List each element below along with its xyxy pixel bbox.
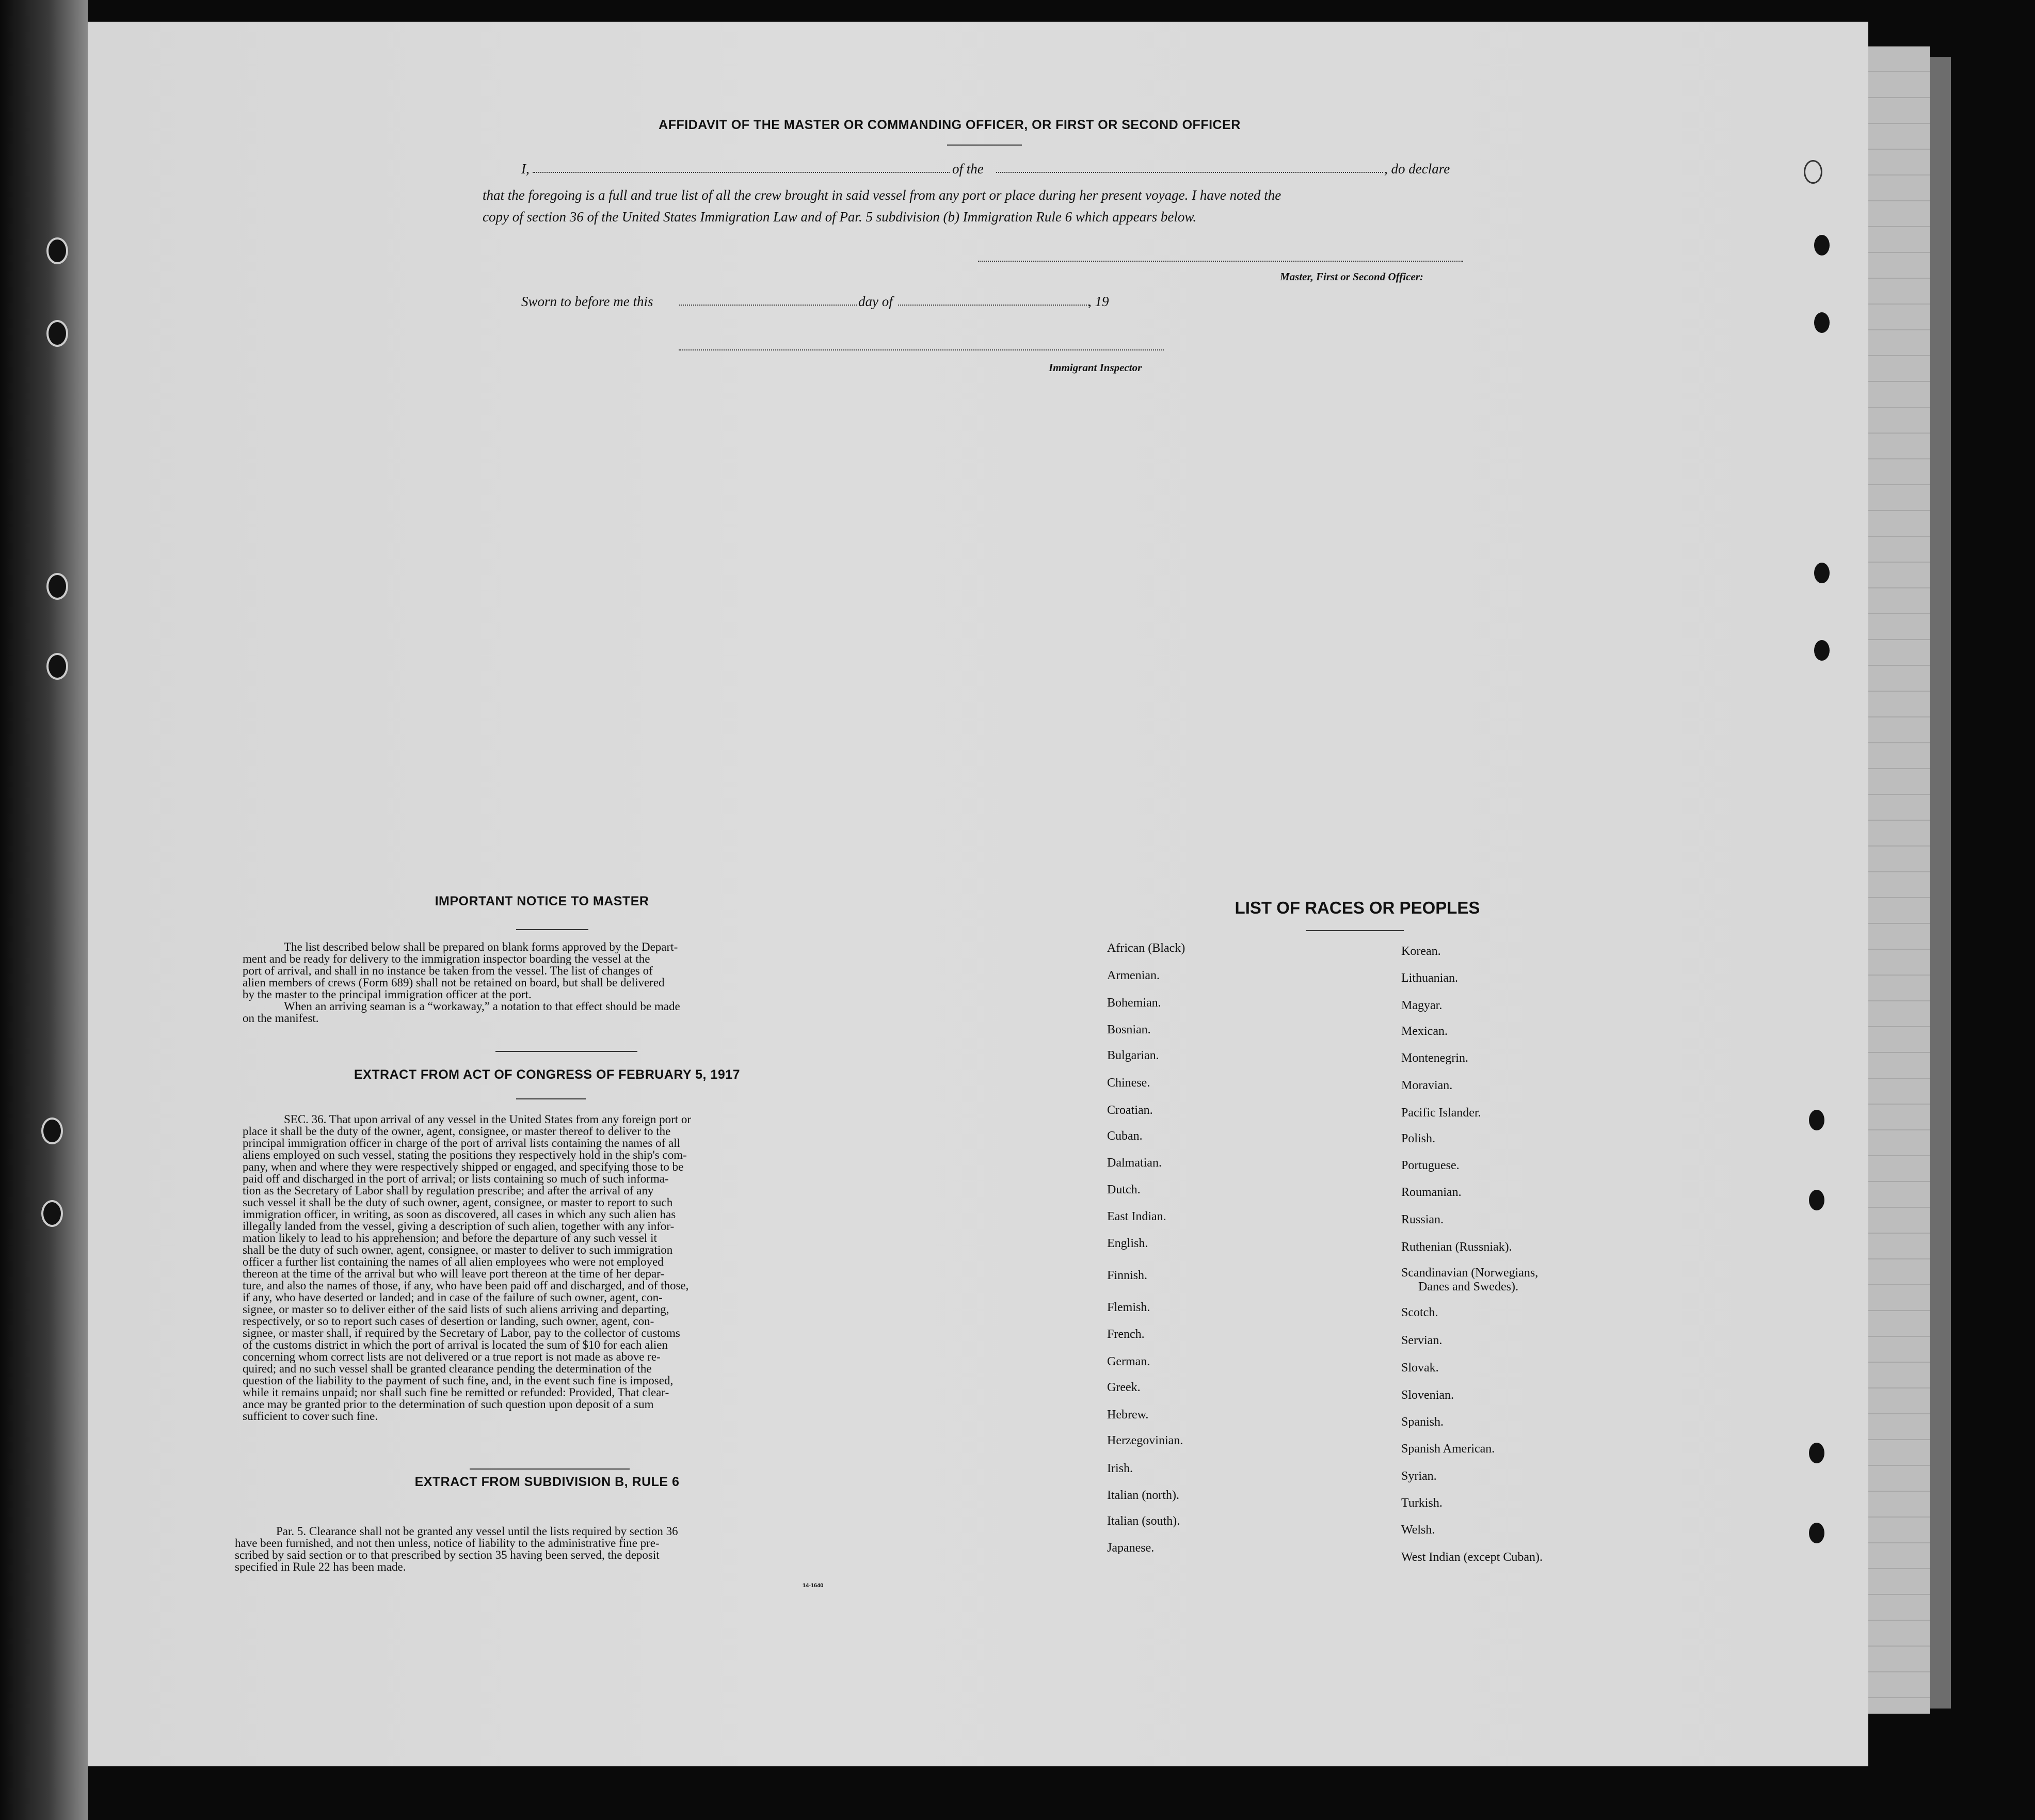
race-item: French. (1107, 1328, 1145, 1341)
extract-act-body (243, 1113, 836, 1422)
race-item: Magyar. (1401, 999, 1443, 1012)
text-line: by the master to the principal immigration officer at the port. (243, 988, 532, 1001)
races-title: LIST OF RACES OR PEOPLES (1235, 898, 1480, 917)
text-line: principal immigration officer in charge of the port of arrival lists containing the names of all (243, 1137, 680, 1150)
binder-hole (41, 1117, 63, 1144)
race-item: Cuban. (1107, 1129, 1143, 1143)
race-item: Scotch. (1401, 1306, 1438, 1319)
race-item: East Indian. (1107, 1210, 1166, 1223)
binder-hole (46, 573, 68, 600)
text-line: specified in Rule 22 has been made. (235, 1560, 406, 1573)
race-item: Hebrew. (1107, 1408, 1149, 1422)
affidavit-do-declare: , do declare (1384, 161, 1450, 177)
race-item: West Indian (except Cuban). (1401, 1551, 1543, 1564)
text-line: tion as the Secretary of Labor shall by regulation prescribe; and after the arrival of any (243, 1184, 654, 1197)
race-item: Mexican. (1401, 1025, 1448, 1038)
binder-hole (46, 320, 68, 347)
affidavit-i-label: I, (521, 161, 530, 177)
race-item: Turkish. (1401, 1496, 1443, 1510)
sworn-label: Sworn to before me this (521, 294, 653, 309)
binder-hole (46, 237, 68, 264)
race-item: Ruthenian (Russniak). (1401, 1240, 1512, 1254)
race-item: Dalmatian. (1107, 1156, 1162, 1170)
race-item: Italian (south). (1107, 1514, 1180, 1528)
notice-title: IMPORTANT NOTICE TO MASTER (435, 894, 649, 908)
binder-hole (1809, 1110, 1824, 1130)
form-number: 14-1640 (803, 1583, 824, 1589)
text-line: alien members of crews (Form 689) shall not be retained on board, but shall be delivered (243, 976, 665, 989)
master-signature-field[interactable] (978, 261, 1463, 262)
text-line: question of the liability to the payment of such fine, and, in the event such fine is imposed, (243, 1374, 674, 1387)
inspector-signature-label: Immigrant Inspector (1049, 361, 1142, 374)
race-item: English. (1107, 1237, 1148, 1250)
day-of-label: day of (858, 294, 893, 309)
affidavit-line-3: copy of section 36 of the United States Immigration Law and of Par. 5 subdivision (b) Immigration Rule 6 which appears below. (483, 209, 1197, 225)
sworn-day-field[interactable] (679, 305, 857, 306)
race-item: Finnish. (1107, 1269, 1148, 1282)
race-item: Slovenian. (1401, 1388, 1454, 1402)
race-item: Portuguese. (1401, 1159, 1460, 1172)
text-line: sufficient to cover such fine. (243, 1410, 378, 1423)
extract-act-title: EXTRACT FROM ACT OF CONGRESS OF FEBRUARY 5, 1917 (354, 1067, 741, 1082)
race-item: Scandinavian (Norwegians, (1401, 1266, 1539, 1280)
text-line: thereon at the time of the arrival but who will leave port thereon at the time of her depar- (243, 1267, 665, 1280)
race-item: Herzegovinian. (1107, 1434, 1183, 1447)
race-item: Armenian. (1107, 969, 1160, 982)
text-line: of the customs district in which the port of arrival is located the sum of $10 for each alien (243, 1338, 668, 1351)
race-item: Spanish American. (1401, 1442, 1495, 1456)
race-item: Roumanian. (1401, 1186, 1462, 1199)
divider (516, 929, 588, 930)
year-label: , 19 (1088, 294, 1109, 309)
text-line: SEC. 36. That upon arrival of any vessel in the United States from any foreign port or (284, 1113, 692, 1126)
text-line: have been furnished, and not then unless, notice of liability to the administrative fine pre- (235, 1537, 660, 1550)
page-left-edge (0, 0, 88, 1820)
affidavit-title: AFFIDAVIT OF THE MASTER OR COMMANDING OFFICER, OR FIRST OR SECOND OFFICER (659, 118, 1241, 132)
master-name-field[interactable] (533, 172, 950, 173)
text-line: immigration officer, in writing, as soon as discovered, all cases in which any such alien has (243, 1208, 676, 1221)
race-item: Bohemian. (1107, 996, 1161, 1010)
race-item: Korean. (1401, 945, 1441, 958)
text-line: ture, and also the names of those, if any, who have been paid off and discharged, and of those, (243, 1279, 689, 1292)
text-line: port of arrival, and shall in no instance be taken from the vessel. The list of changes of (243, 964, 653, 977)
text-line: such vessel it shall be the duty of such owner, agent, consignee, or master to report to such (243, 1196, 673, 1209)
document-sheet (88, 22, 1868, 1766)
text-line: scribed by said section or to that prescribed by section 35 having been served, the deposit (235, 1548, 660, 1561)
vessel-name-field[interactable] (996, 172, 1383, 173)
text-line: place it shall be the duty of the owner, agent, consignee, or master thereof to deliver to the (243, 1125, 671, 1138)
text-line: ance may be granted prior to the determination of such question upon deposit of a sum (243, 1398, 654, 1411)
text-line: When an arriving seaman is a “workaway,” a notation to that effect should be made (284, 1000, 680, 1013)
divider (1306, 930, 1404, 931)
affidavit-of-the: of the (952, 161, 984, 177)
text-line: ment and be ready for delivery to the immigration inspector boarding the vessel at the (243, 952, 650, 965)
text-line: while it remains unpaid; nor shall such fine be remitted or refunded: Provided, That clear- (243, 1386, 669, 1399)
race-item: Irish. (1107, 1462, 1133, 1475)
extract-rule-body (235, 1525, 834, 1573)
binder-hole (1814, 563, 1830, 583)
race-item: Moravian. (1401, 1079, 1453, 1092)
extract-rule-title: EXTRACT FROM SUBDIVISION B, RULE 6 (414, 1475, 680, 1489)
race-item: Bulgarian. (1107, 1049, 1159, 1062)
race-item: Servian. (1401, 1334, 1443, 1347)
text-line: illegally landed from the vessel, giving a description of such alien, together with any infor- (243, 1220, 675, 1233)
divider (470, 1468, 630, 1470)
race-item: Danes and Swedes). (1418, 1280, 1518, 1294)
binder-hole (1814, 640, 1830, 661)
race-item: Croatian. (1107, 1104, 1153, 1117)
sheet-shadow (1930, 57, 1951, 1709)
race-item: Flemish. (1107, 1301, 1150, 1314)
text-line: signee, or master shall, if required by the Secretary of Labor, pay to the collector of customs (243, 1327, 680, 1339)
binder-hole (46, 653, 68, 680)
binder-hole (1804, 160, 1822, 184)
binder-hole (1809, 1443, 1824, 1463)
notice-body (243, 941, 836, 1024)
text-line: Par. 5. Clearance shall not be granted any vessel until the lists required by section 36 (276, 1525, 678, 1538)
race-item: Montenegrin. (1401, 1051, 1468, 1065)
race-item: German. (1107, 1355, 1150, 1368)
binder-hole (1814, 312, 1830, 333)
text-line: if any, who have deserted or landed; and in case of the failure of such owner, agent, con- (243, 1291, 663, 1304)
race-item: African (Black) (1107, 941, 1185, 955)
race-item: Greek. (1107, 1381, 1141, 1394)
race-item: Syrian. (1401, 1470, 1437, 1483)
text-line: paid off and discharged in the port of arrival; or lists containing so much of such informa- (243, 1172, 669, 1185)
race-item: Welsh. (1401, 1523, 1435, 1537)
text-line: on the manifest. (243, 1012, 319, 1025)
text-line: concerning whom correct lists are not delivered or a true report is not made as above re- (243, 1350, 661, 1363)
text-line: officer a further list containing the names of all alien employees who were not employed (243, 1255, 664, 1268)
race-item: Dutch. (1107, 1183, 1141, 1196)
divider (947, 145, 1022, 146)
divider (495, 1051, 637, 1052)
text-line: signee, or master so to deliver either of the said lists of such aliens arriving and departing, (243, 1303, 669, 1316)
text-line: aliens employed on such vessel, stating the positions they respectively hold in the ship's com- (243, 1148, 687, 1161)
text-line: shall be the duty of such owner, agent, consignee, or master to deliver to such immigration (243, 1243, 673, 1256)
text-line: pany, when and where they were respectively shipped or engaged, and specifying those to be (243, 1160, 684, 1173)
race-item: Bosnian. (1107, 1023, 1151, 1036)
race-item: Italian (north). (1107, 1489, 1179, 1502)
inspector-signature-field[interactable] (679, 349, 1164, 350)
text-line: quired; and no such vessel shall be granted clearance pending the determination of the (243, 1362, 652, 1375)
race-item: Slovak. (1401, 1361, 1439, 1375)
race-item: Polish. (1401, 1132, 1436, 1145)
master-signature-label: Master, First or Second Officer: (1280, 270, 1423, 283)
race-item: Japanese. (1107, 1541, 1155, 1555)
underlying-sheet-edge (1863, 46, 1930, 1714)
binder-hole (1809, 1523, 1824, 1543)
race-item: Lithuanian. (1401, 971, 1458, 985)
binder-hole (1809, 1190, 1824, 1210)
binder-hole (1814, 235, 1830, 256)
text-line: The list described below shall be prepared on blank forms approved by the Depart- (284, 940, 678, 953)
divider (516, 1098, 586, 1099)
race-item: Spanish. (1401, 1415, 1444, 1429)
sworn-month-field[interactable] (898, 305, 1089, 306)
text-line: respectively, or so to report such cases of desertion or landing, such owner, agent, con- (243, 1315, 654, 1328)
race-item: Pacific Islander. (1401, 1106, 1481, 1120)
race-item: Russian. (1401, 1213, 1444, 1226)
text-line: mation likely to lead to his apprehension; and before the departure of any such vessel it (243, 1232, 657, 1244)
affidavit-line-2: that the foregoing is a full and true list of all the crew brought in said vessel from any port or place during her present voyage. I have noted the (483, 187, 1281, 203)
race-item: Chinese. (1107, 1076, 1150, 1090)
binder-hole (41, 1200, 63, 1227)
